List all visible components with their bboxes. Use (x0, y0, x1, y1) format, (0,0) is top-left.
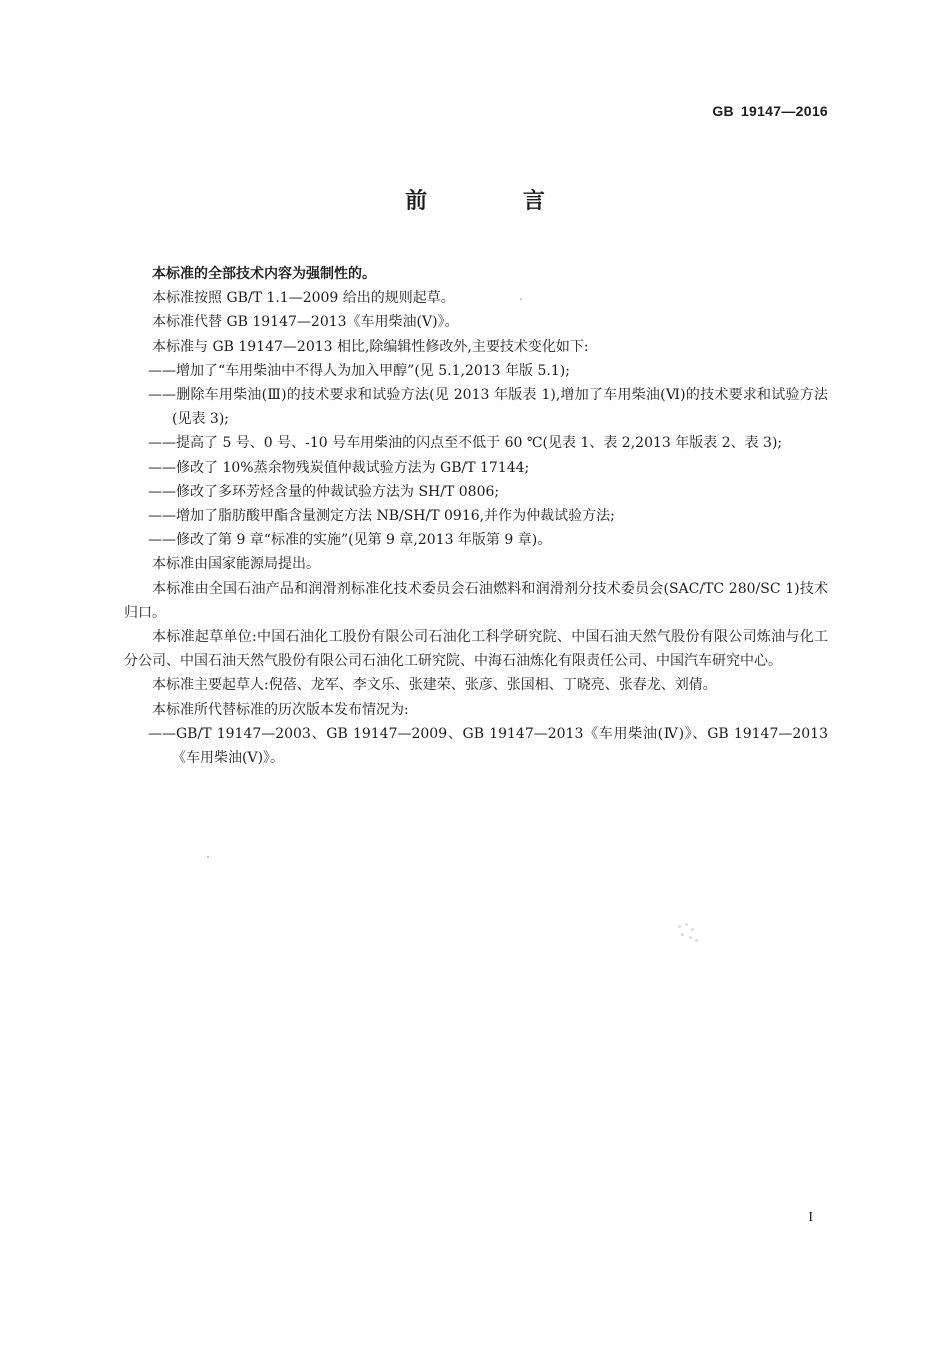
scan-smudge (676, 922, 700, 944)
change-item: ——提高了 5 号、0 号、-10 号车用柴油的闪点至不低于 60 ℃(见表 1、表 2,2013 年版表 2、表 3); (148, 435, 783, 452)
change-item: ——修改了多环芳烃含量的仲裁试验方法为 SH/T 0806; (148, 483, 500, 500)
paragraph-history-intro: 本标准所代替标准的历次版本发布情况为: (152, 701, 409, 718)
history-item: ——GB/T 19147—2003、GB 19147—2009、GB 19147—2013《车用柴油(Ⅳ)》、GB 19147—2013《车用柴油(Ⅴ)》。 (148, 725, 828, 767)
paragraph-drafting-rules: 本标准按照 GB/T 1.1—2009 给出的规则起草。 (152, 290, 455, 307)
paragraph-changes-intro: 本标准与 GB 19147—2013 相比,除编辑性修改外,主要技术变化如下: (152, 338, 589, 355)
paragraph-drafters: 本标准主要起草人:倪蓓、龙军、李文乐、张建荣、张彦、张国相、丁晓亮、张春龙、刘倩。 (152, 677, 717, 694)
change-item: ——修改了第 9 章“标准的实施”(见第 9 章,2013 年版第 9 章)。 (148, 532, 552, 549)
paragraph-proposer: 本标准由国家能源局提出。 (152, 556, 320, 573)
foreword-body (124, 262, 828, 770)
change-item: ——修改了 10%蒸余物残炭值仲裁试验方法为 GB/T 17144; (148, 459, 530, 476)
scan-speck (520, 298, 522, 300)
change-item: ——增加了脂肪酸甲酯含量测定方法 NB/SH/T 0916,并作为仲裁试验方法; (148, 508, 615, 525)
page-number: I (808, 1210, 813, 1225)
change-item: ——删除车用柴油(Ⅲ)的技术要求和试验方法(见 2013 年版表 1),增加了车用柴油(Ⅵ)的技术要求和试验方法(见表 3); (148, 387, 828, 428)
section-title: 前 言 (405, 189, 589, 214)
standard-code: GB (712, 103, 734, 119)
paragraph-technical-committee: 本标准由全国石油产品和润滑剂标准化技术委员会石油燃料和润滑剂分技术委员会(SAC/TC 280/SC 1)技术归口。 (124, 580, 828, 621)
standard-number (712, 103, 828, 119)
scan-speck (207, 856, 209, 858)
change-item: ——增加了“车用柴油中不得人为加入甲醇”(见 5.1,2013 年版 5.1); (148, 362, 570, 379)
standard-year-number: 19147—2016 (740, 103, 828, 119)
paragraph-drafting-units: 本标准起草单位:中国石油化工股份有限公司石油化工科学研究院、中国石油天然气股份有限公司炼油与化工分公司、中国石油天然气股份有限公司石油化工研究院、中海石油炼化有限责任公司、中国汽车研究中心。 (124, 629, 828, 670)
paragraph-mandatory: 本标准的全部技术内容为强制性的。 (152, 266, 376, 282)
paragraph-replaces: 本标准代替 GB 19147—2013《车用柴油(Ⅴ)》。 (152, 314, 459, 331)
